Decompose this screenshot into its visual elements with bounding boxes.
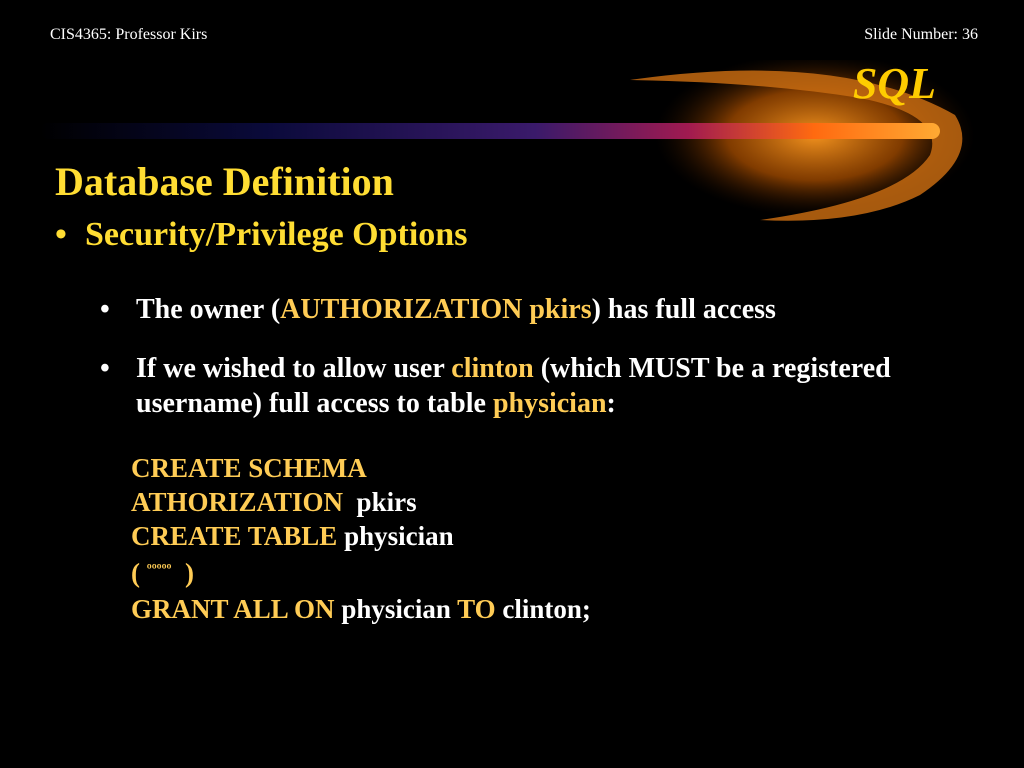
sql-code-block — [131, 451, 591, 626]
slide-number: Slide Number: 36 — [864, 26, 978, 43]
slide-title: Database Definition — [55, 159, 394, 204]
topic-title: SQL — [852, 59, 936, 108]
subtitle-text: Security/Privilege Options — [85, 216, 468, 253]
bullet-text: If we wished to allow user clinton (which MUST be a registered username) full access to table physician: — [136, 353, 891, 419]
code-line: CREATE SCHEMA — [131, 453, 367, 483]
code-line: ( $^{ººººº}$ ) — [131, 558, 195, 588]
code-line: GRANT ALL ON physician TO clinton; — [131, 594, 591, 624]
bullet-text: The owner (AUTHORIZATION pkirs) has full access — [136, 294, 776, 325]
subtitle-bullet: • — [55, 216, 67, 253]
bullet-marker: • — [100, 353, 110, 384]
code-line: CREATE TABLE physician — [131, 521, 454, 551]
code-line: ATHORIZATION pkirs — [131, 487, 417, 517]
course-label: CIS4365: Professor Kirs — [50, 26, 208, 43]
bullet-marker: • — [100, 294, 110, 325]
slide-subtitle — [55, 216, 467, 254]
